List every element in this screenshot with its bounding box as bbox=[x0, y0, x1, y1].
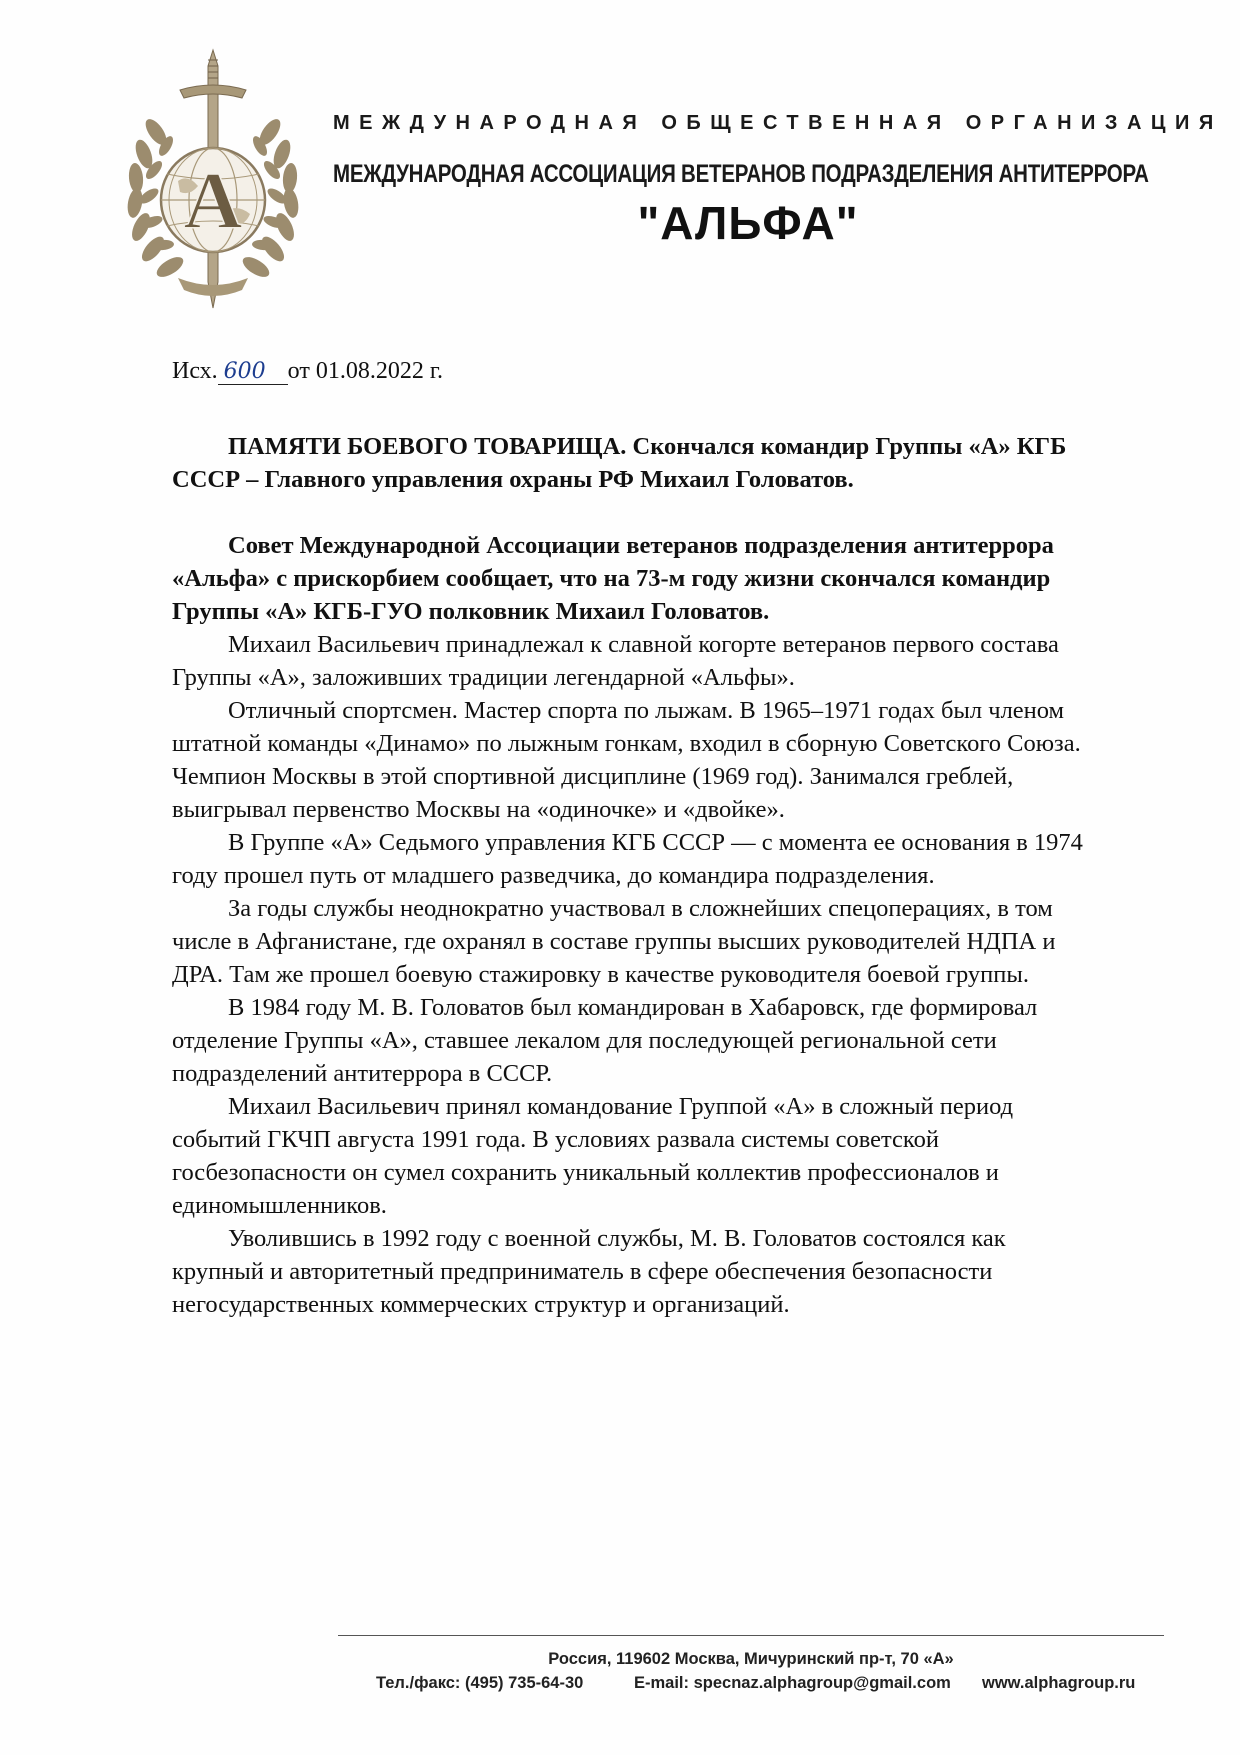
reference-date: от 01.08.2022 г. bbox=[287, 358, 443, 384]
outgoing-reference bbox=[172, 358, 443, 385]
paragraph: В Группе «А» Седьмого управления КГБ СССР — с момента ее основания в 1974 году прошел путь от младшего разведчика, до командира подразделения. bbox=[172, 829, 1083, 889]
org-name-line: МЕЖДУНАРОДНАЯ АССОЦИАЦИЯ ВЕТЕРАНОВ ПОДРАЗДЕЛЕНИЯ АНТИТЕРРОРА bbox=[333, 160, 1149, 188]
emblem-letter: А bbox=[183, 155, 243, 246]
paragraph: За годы службы неоднократно участвовал в сложнейших спецоперациях, в том числе в Афганистане, где охранял в составе группы высших руководителей НДПА и ДРА. Там же прошел боевую стажировку в качестве руководителя боевой группы. bbox=[172, 895, 1056, 988]
letter-body bbox=[172, 430, 1090, 1321]
paragraph: Михаил Васильевич принадлежал к славной когорте ветеранов первого состава Группы «А», заложивших традиции легендарной «Альфы». bbox=[172, 631, 1059, 691]
footer-email[interactable]: E-mail: specnaz.alphagroup@gmail.com bbox=[634, 1674, 951, 1692]
reference-number: 600 bbox=[218, 360, 288, 385]
lead-paragraph: Совет Международной Ассоциации ветеранов подразделения антитеррора «Альфа» с прискорбием сообщает, что на 73-м году жизни скончался командир Группы «А» КГБ-ГУО полковник Михаил Головатов. bbox=[172, 532, 1054, 625]
paragraph: Уволившись в 1992 году с военной службы, М. В. Головатов состоялся как крупный и авторитетный предприниматель в сфере обеспечения безопасности негосударственных коммерческих структур и организаций. bbox=[172, 1225, 1006, 1318]
paragraph: Отличный спортсмен. Мастер спорта по лыжам. В 1965–1971 годах был членом штатной команды «Динамо» по лыжным гонкам, входил в сборную Советского Союза. Чемпион Москвы в этой спортивной дисциплине (1969 год). Занимался греблей, выигрывал первенство Москвы на «одиночке» и «двойке». bbox=[172, 697, 1081, 823]
paragraph: Михаил Васильевич принял командование Группой «А» в сложный период событий ГКЧП августа 1991 года. В условиях развала системы советской госбезопасности он сумел сохранить уникальный коллектив профессионалов и единомышленников. bbox=[172, 1093, 1014, 1219]
org-kind-line: МЕЖДУНАРОДНАЯ ОБЩЕСТВЕННАЯ ОРГАНИЗАЦИЯ bbox=[333, 112, 1223, 134]
org-title: "АЛЬФА" bbox=[637, 197, 859, 249]
alpha-emblem-icon bbox=[118, 46, 308, 316]
headline: ПАМЯТИ БОЕВОГО ТОВАРИЩА. Скончался командир Группы «А» КГБ СССР – Главного управления охраны РФ Михаил Головатов. bbox=[172, 433, 1067, 493]
reference-prefix: Исх. bbox=[172, 358, 218, 384]
footer-website[interactable]: www.alphagroup.ru bbox=[982, 1674, 1136, 1692]
footer-address: Россия, 119602 Москва, Мичуринский пр-т, 70 «А» bbox=[548, 1650, 954, 1668]
footer-phone: Тел./факс: (495) 735-64-30 bbox=[376, 1674, 584, 1692]
footer-divider bbox=[338, 1635, 1164, 1636]
paragraph: В 1984 году М. В. Головатов был командирован в Хабаровск, где формировал отделение Группы «А», ставшее лекалом для последующей региональной сети подразделений антитеррора в СССР. bbox=[172, 994, 1038, 1087]
